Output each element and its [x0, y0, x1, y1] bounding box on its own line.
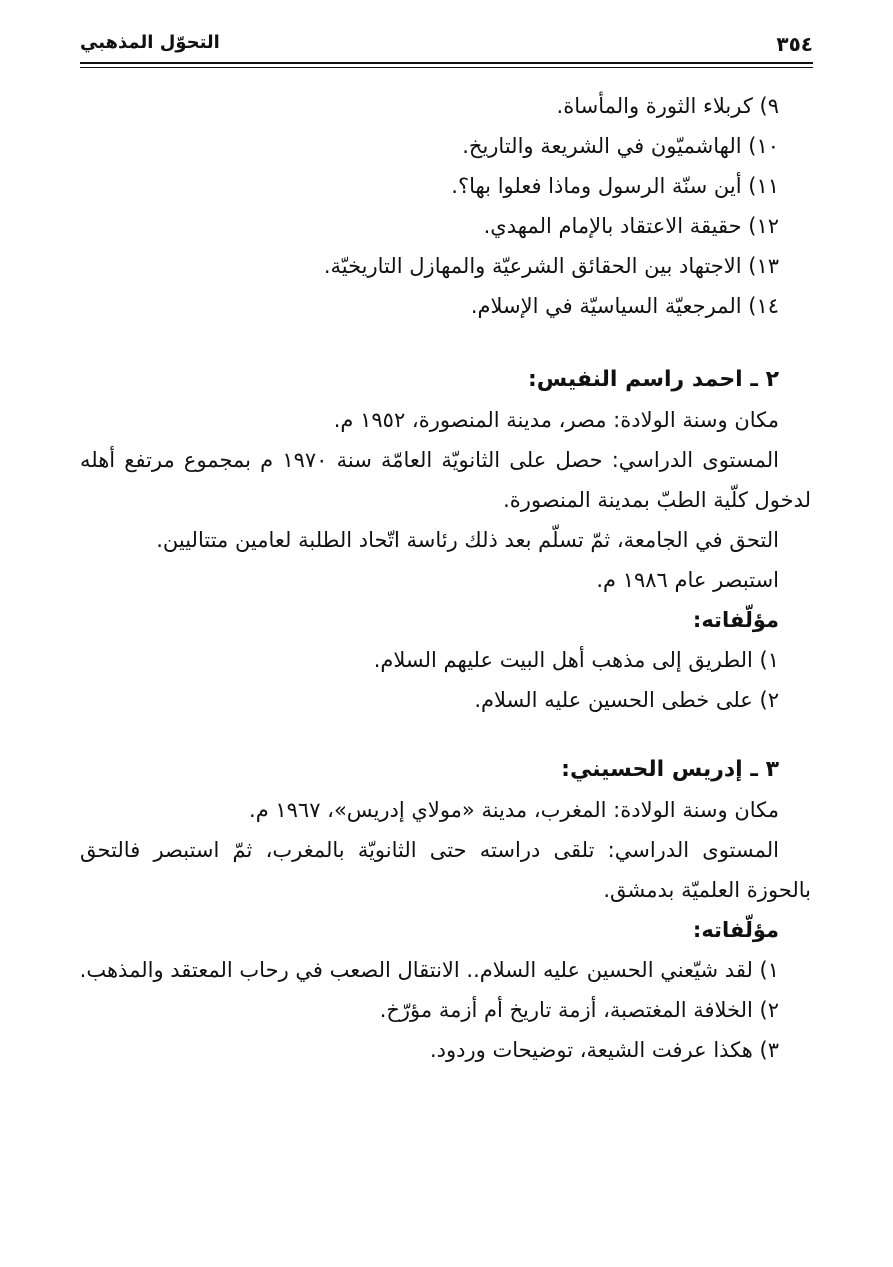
list-item: ١٤) المرجعيّة السياسيّة في الإسلام.	[470, 294, 779, 318]
education-info-continued: لدخول كلّية الطبّ بمدينة المنصورة.	[503, 488, 811, 512]
list-item: ١٣) الاجتهاد بين الحقائق الشرعيّة والمهازل التاريخيّة.	[323, 254, 779, 278]
page-number: ٣٥٤	[776, 32, 813, 56]
works-list-top	[80, 86, 811, 326]
education-info-continued: بالحوزة العلميّة بدمشق.	[603, 878, 811, 902]
list-item: ١٠) الهاشميّون في الشريعة والتاريخ.	[462, 134, 779, 158]
header-rule-thin	[80, 67, 813, 68]
conversion-info: استبصر عام ١٩٨٦ م.	[596, 568, 779, 592]
list-item: ٣) هكذا عرفت الشيعة، توضيحات وردود.	[429, 1038, 779, 1062]
page-body	[80, 86, 811, 1070]
list-item: ١٢) حقيقة الاعتقاد بالإمام المهدي.	[483, 214, 779, 238]
list-item: ١١) أين سنّة الرسول وماذا فعلوا بها؟.	[451, 174, 779, 198]
running-title: التحوّل المذهبي	[80, 32, 220, 53]
list-item: ٩) كربلاء الثورة والمأساة.	[556, 94, 779, 118]
section-heading: ٣ ـ إدريس الحسيني:	[561, 757, 779, 782]
page-header	[80, 28, 813, 62]
works-label: مؤلّفاته:	[692, 608, 779, 632]
education-info: المستوى الدراسي: تلقى دراسته حتى الثانويّة بالمغرب، ثمّ استبصر فالتحق	[80, 838, 779, 862]
section-idris-husseini	[80, 750, 811, 1070]
section-ahmad-rasem	[80, 360, 811, 720]
works-label: مؤلّفاته:	[692, 918, 779, 942]
birth-info: مكان وسنة الولادة: المغرب، مدينة «مولاي إدريس»، ١٩٦٧ م.	[249, 798, 779, 822]
university-info: التحق في الجامعة، ثمّ تسلّم بعد ذلك رئاسة اتّحاد الطلبة لعامين متتاليين.	[156, 528, 779, 552]
header-rule-thick	[80, 62, 813, 64]
list-item: ٢) الخلافة المغتصبة، أزمة تاريخ أم أزمة مؤرّخ.	[379, 998, 779, 1022]
list-item: ٢) على خطى الحسين عليه السلام.	[474, 688, 779, 712]
list-item: ١) الطريق إلى مذهب أهل البيت عليهم السلام.	[373, 648, 779, 672]
section-heading: ٢ ـ احمد راسم النفيس:	[527, 367, 779, 392]
birth-info: مكان وسنة الولادة: مصر، مدينة المنصورة، ١٩٥٢ م.	[333, 408, 779, 432]
education-info: المستوى الدراسي: حصل على الثانويّة العامّة سنة ١٩٧٠ م بمجموع مرتفع أهله	[80, 448, 779, 472]
list-item: ١) لقد شيّعني الحسين عليه السلام.. الانتقال الصعب في رحاب المعتقد والمذهب.	[79, 958, 779, 982]
